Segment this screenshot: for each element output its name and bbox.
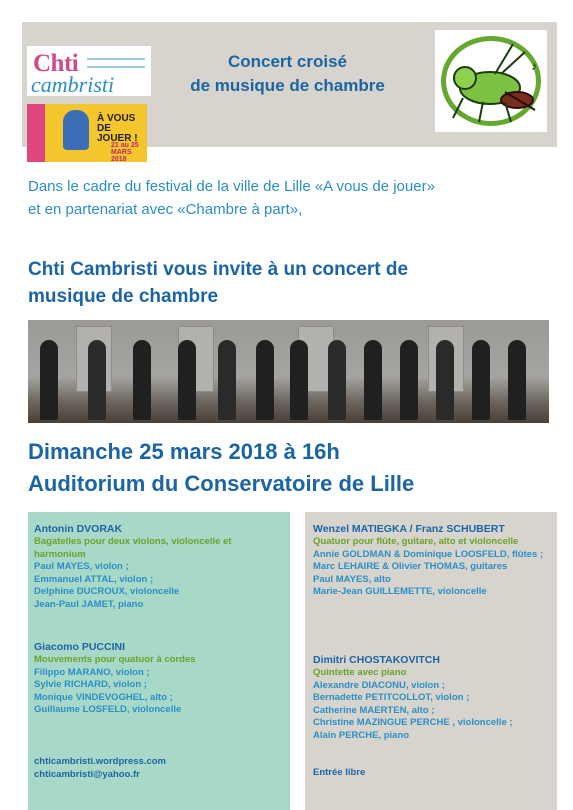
work-title: Bagatelles pour deux violons, violoncelle et harmonium xyxy=(34,536,232,560)
intro-line1: Dans le cadre du festival de la ville de Lille «A vous de jouer» xyxy=(28,178,435,195)
performer: Paul MAYES, violon ; xyxy=(34,561,129,572)
performer: Bernadette PETITCOLLOT, violon ; xyxy=(313,692,470,703)
event-details xyxy=(28,436,558,500)
festival-logo xyxy=(27,104,147,162)
performer: Christine MAZINGUE PERCHE , violoncelle ; xyxy=(313,717,513,728)
festival-logo-text: À VOUS DE JOUER ! xyxy=(97,113,138,144)
header-title xyxy=(160,50,415,98)
composer-name: Antonin DVORAK xyxy=(34,523,123,535)
photo-person xyxy=(364,340,382,420)
performer: Guillaume LOSFELD, violoncelle xyxy=(34,704,182,715)
intro-line2: et en partenariat avec «Chambre à part», xyxy=(28,201,303,218)
intro-text xyxy=(28,175,558,221)
photo-person xyxy=(133,340,151,420)
work-title: Quintette avec piano xyxy=(313,667,407,678)
photo-person xyxy=(88,340,106,420)
festival-logo-stripe xyxy=(27,104,45,162)
photo-person xyxy=(40,340,58,420)
performer: Marc LEHAIRE & Olivier THOMAS, guitares xyxy=(313,561,508,572)
photo-person xyxy=(290,340,308,420)
composer-name: Wenzel MATIEGKA / Franz SCHUBERT xyxy=(313,523,505,535)
admission-text: Entrée libre xyxy=(313,767,366,778)
performer: Sylvie RICHARD, violon ; xyxy=(34,679,147,690)
contact-email[interactable]: chticambristi@yahoo.fr xyxy=(34,769,140,780)
festival-figure-icon xyxy=(63,110,89,150)
logo-lines xyxy=(87,58,145,68)
performer: Filippo MARANO, violon ; xyxy=(34,666,150,678)
performer: Paul MAYES, alto xyxy=(313,573,391,585)
performer: Emmanuel ATTAL, violon ; xyxy=(34,573,154,585)
performer: Jean-Paul JAMET, piano xyxy=(34,598,144,610)
admission-info xyxy=(313,767,553,780)
composer-name: Dimitri CHOSTAKOVITCH xyxy=(313,654,440,666)
work-title: Mouvements pour quatuor à cordes xyxy=(34,654,196,665)
contact-website[interactable]: chticambristi.wordpress.com xyxy=(34,756,166,767)
performer: Annie GOLDMAN & Dominique LOOSFELD, flûtes ; xyxy=(313,548,544,560)
programme-item xyxy=(313,522,553,599)
performer: Monique VINDEVOGHEL, alto ; xyxy=(34,691,173,703)
logo-chti-text: Chti xyxy=(33,50,79,77)
photo-person xyxy=(256,340,274,420)
festival-logo-dates: 21 au 25 MARS 2018 xyxy=(111,142,139,162)
programme-item xyxy=(313,653,553,742)
grasshopper-violin-logo xyxy=(435,30,547,132)
invite-heading xyxy=(28,256,558,310)
header-title-line1: Concert croisé xyxy=(227,52,348,71)
photo-person xyxy=(178,340,196,420)
photo-person xyxy=(218,340,236,420)
performer: Catherine MAERTEN, alto ; xyxy=(313,704,435,716)
event-venue: Auditorium du Conservatoire de Lille xyxy=(28,471,415,496)
photo-person xyxy=(472,340,490,420)
composer-name: Giacomo PUCCINI xyxy=(34,641,126,653)
invite-line2: musique de chambre xyxy=(28,286,219,307)
musicians-group-photo xyxy=(28,320,549,423)
programme-item xyxy=(34,640,284,717)
grasshopper-icon xyxy=(435,30,547,132)
photo-person xyxy=(400,340,418,420)
work-title: Quatuor pour flûte, guitare, alto et violoncelle xyxy=(313,536,519,547)
programme-item xyxy=(34,522,284,611)
event-date: Dimanche 25 mars 2018 à 16h xyxy=(28,439,340,464)
performer: Marie-Jean GUILLEMETTE, violoncelle xyxy=(313,586,487,597)
photo-person xyxy=(508,340,526,420)
header-title-line2: de musique de chambre xyxy=(190,76,385,95)
photo-person xyxy=(328,340,346,420)
performer: Alexandre DIACONU, violon ; xyxy=(313,679,445,691)
chti-cambristi-logo xyxy=(27,46,151,96)
performer: Alain PERCHE, piano xyxy=(313,729,410,741)
invite-line1: Chti Cambristi vous invite à un concert de xyxy=(28,259,409,280)
photo-person xyxy=(436,340,454,420)
logo-cambristi-text: cambristi xyxy=(31,72,115,97)
contact-info xyxy=(34,755,284,781)
svg-text:♪: ♪ xyxy=(531,59,537,73)
performer: Delphine DUCROUX, violoncelle xyxy=(34,586,180,597)
